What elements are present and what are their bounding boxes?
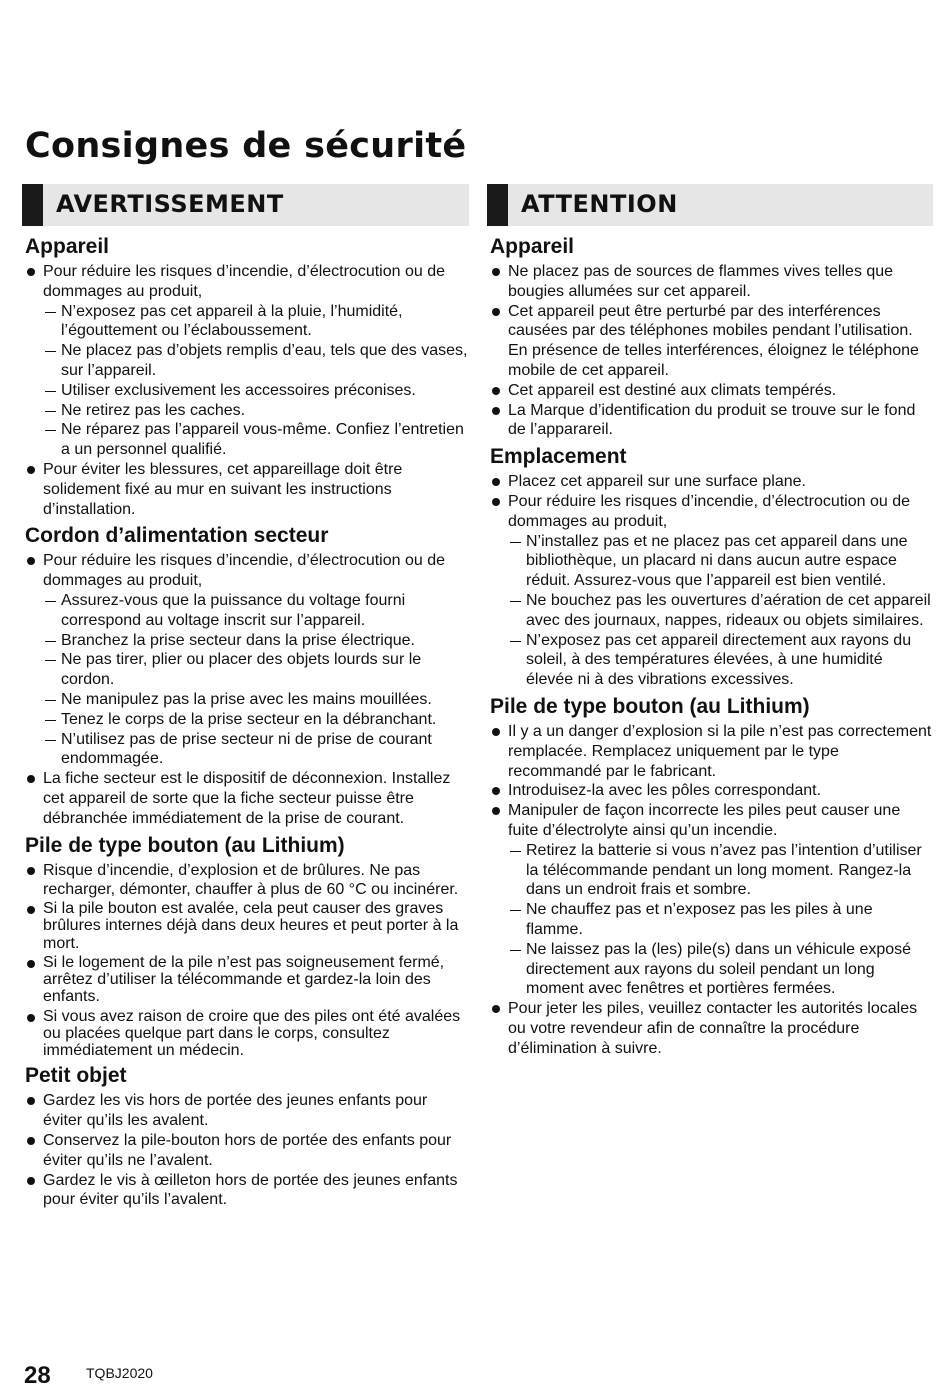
bullet-text: Gardez les vis hors de portée des jeunes enfants pour éviter qu’ils les avalent. <box>43 1092 428 1130</box>
banner-bar <box>22 184 43 226</box>
dash-item: Ne chauffez pas et n’exposez pas les piles à une flamme. <box>508 900 933 940</box>
bullet-text: Pour éviter les blessures, cet appareillage doit être solidement fixé au mur en suivant les instructions d’installation. <box>43 460 403 518</box>
warning-banner-label: AVERTISSEMENT <box>56 190 284 218</box>
dash-item: N’exposez pas cet appareil à la pluie, l’humidité, l’égouttement ou l’éclaboussement. <box>43 302 469 342</box>
dash-item: Ne manipulez pas la prise avec les mains mouillées. <box>43 690 469 710</box>
section <box>22 523 469 828</box>
dash-item: Ne retirez pas les caches. <box>43 401 469 421</box>
warning-column <box>22 184 469 1214</box>
bullet-text: Risque d’incendie, d’explosion et de brûlures. Ne pas recharger, démonter, chauffer à plus de 60 °C ou incinérer. <box>43 861 459 899</box>
dash-item: Ne placez pas d’objets remplis d’eau, tels que des vases, sur l’appareil. <box>43 341 469 381</box>
bullet-item <box>22 861 469 901</box>
bullet-list <box>22 861 469 1060</box>
section <box>22 833 469 1060</box>
section <box>487 444 933 690</box>
dash-item: Ne bouchez pas les ouvertures d’aération de cet appareil avec des journaux, nappes, rideaux ou objets similaires. <box>508 591 933 631</box>
bullet-text: Cet appareil est destiné aux climats tempérés. <box>508 381 837 399</box>
banner-bar <box>487 184 508 226</box>
section-heading: Petit objet <box>25 1064 127 1088</box>
section-heading: Appareil <box>25 235 110 258</box>
dash-list <box>508 532 933 690</box>
dash-item: Assurez-vous que la puissance du voltage fourni correspond au voltage inscrit sur l’appareil. <box>43 591 469 631</box>
dash-item: Utiliser exclusivement les accessoires préconises. <box>43 381 469 401</box>
dash-list <box>43 302 469 460</box>
section-heading: Appareil <box>490 235 575 258</box>
caution-banner-label: ATTENTION <box>521 190 678 218</box>
bullet-text: Conservez la pile-bouton hors de portée des enfants pour éviter qu’ils ne l’avalent. <box>43 1131 452 1169</box>
bullet-item <box>22 460 469 519</box>
section <box>487 694 933 1059</box>
caution-banner <box>487 184 933 226</box>
bullet-list <box>487 722 933 1059</box>
dash-item: Ne réparez pas l’appareil vous-même. Confiez l’entretien a un personnel qualifié. <box>43 420 469 460</box>
bullet-item <box>487 492 933 690</box>
page-number: 28 <box>24 1362 51 1389</box>
caution-column <box>487 184 933 1062</box>
bullet-item <box>487 801 933 999</box>
dash-item: Tenez le corps de la prise secteur en la débranchant. <box>43 710 469 730</box>
bullet-item <box>487 781 933 801</box>
dash-item: Branchez la prise secteur dans la prise électrique. <box>43 631 469 651</box>
bullet-list <box>22 1091 469 1210</box>
bullet-item <box>487 401 933 441</box>
section <box>22 234 469 519</box>
document-code: TQBJ2020 <box>86 1365 153 1381</box>
dash-item: N’exposez pas cet appareil directement aux rayons du soleil, à des températures élevées, à une humidité élevée ni à des vibrations excessives. <box>508 631 933 690</box>
bullet-list <box>22 262 469 519</box>
section-heading: Pile de type bouton (au Lithium) <box>25 833 345 857</box>
bullet-text: Si le logement de la pile n’est pas soigneusement fermé, arrêtez d’utiliser la télécommande et gardez-la loin des enfants. <box>43 953 445 1006</box>
dash-item: N’installez pas et ne placez pas cet appareil dans une bibliothèque, un placard ni dans aucun autre espace réduit. Assurez-vous que l’appareil est bien ventilé. <box>508 532 933 591</box>
bullet-text: La fiche secteur est le dispositif de déconnexion. Installez cet appareil de sorte que la fiche secteur puisse être débranchée immédiatement de la prise de courant. <box>43 770 451 827</box>
bullet-item <box>487 381 933 401</box>
bullet-text: Ne placez pas de sources de flammes vives telles que bougies allumées sur cet appareil. <box>508 263 894 300</box>
bullet-text: Cet appareil peut être perturbé par des interférences causées par des téléphones mobiles pendant l’utilisation. En présence de telles interférences, éloignez le téléphone mobile de cet appareil. <box>508 302 919 379</box>
dash-list <box>508 841 933 999</box>
dash-item: Retirez la batterie si vous n’avez pas l’intention d’utiliser la télécommande pendant un long moment. Rangez-la dans un endroit frais et sombre. <box>508 841 933 900</box>
bullet-item <box>22 900 469 952</box>
bullet-text: Pour réduire les risques d’incendie, d’électrocution ou de dommages au produit, <box>508 492 911 530</box>
bullet-text: Pour réduire les risques d’incendie, d’électrocution ou de dommages au produit, <box>43 263 446 300</box>
dash-item: Ne laissez pas la (les) pile(s) dans un véhicule exposé directement aux rayons du soleil pendant un long moment avec fenêtres et portières fermées. <box>508 940 933 999</box>
bullet-list <box>487 472 933 690</box>
bullet-item <box>22 262 469 460</box>
bullet-text: Introduisez-la avec les pôles correspondant. <box>508 782 822 800</box>
bullet-item <box>487 722 933 781</box>
caution-sections <box>487 234 933 1058</box>
bullet-item <box>22 769 469 828</box>
dash-list <box>43 591 469 769</box>
bullet-item <box>487 262 933 302</box>
bullet-item <box>487 472 933 492</box>
section-heading: Cordon d’alimentation secteur <box>25 524 329 548</box>
bullet-item <box>22 1091 469 1131</box>
section-heading: Pile de type bouton (au Lithium) <box>490 694 810 718</box>
warning-sections <box>22 234 469 1210</box>
bullet-list <box>487 262 933 440</box>
bullet-list <box>22 551 469 828</box>
bullet-text: Si vous avez raison de croire que des piles ont été avalées ou placées quelque part dans le corps, consultez immédiatement un médecin. <box>43 1007 461 1060</box>
section <box>22 1063 469 1210</box>
section <box>487 234 933 440</box>
bullet-text: Pour jeter les piles, veuillez contacter les autorités locales ou votre revendeur afin de connaître la procédure d’élimination à suivre. <box>508 1000 918 1057</box>
bullet-item <box>22 1008 469 1060</box>
bullet-item <box>22 551 469 769</box>
bullet-text: Manipuler de façon incorrecte les piles peut causer une fuite d’électrolyte ainsi qu’un incendie. <box>508 802 901 839</box>
warning-banner <box>22 184 469 226</box>
page-title: Consignes de sécurité <box>25 126 467 166</box>
bullet-text: Il y a un danger d’explosion si la pile n’est pas correctement remplacée. Remplacez uniquement par le type recommandé par le fabricant. <box>508 722 932 780</box>
bullet-text: Pour réduire les risques d’incendie, d’électrocution ou de dommages au produit, <box>43 552 446 590</box>
dash-item: N’utilisez pas de prise secteur ni de prise de courant endommagée. <box>43 730 469 770</box>
bullet-text: Si la pile bouton est avalée, cela peut causer des graves brûlures internes déjà dans deux heures et peut porter à la mort. <box>43 900 459 952</box>
bullet-text: Placez cet appareil sur une surface plane. <box>508 473 806 491</box>
section-heading: Emplacement <box>490 445 627 469</box>
bullet-text: Gardez le vis à œilleton hors de portée des jeunes enfants pour éviter qu’ils l’avalent. <box>43 1171 458 1209</box>
bullet-item <box>22 954 469 1006</box>
dash-item: Ne pas tirer, plier ou placer des objets lourds sur le cordon. <box>43 650 469 690</box>
bullet-item <box>22 1131 469 1171</box>
bullet-item <box>487 999 933 1058</box>
bullet-item <box>487 302 933 381</box>
bullet-item <box>22 1171 469 1211</box>
bullet-text: La Marque d’identification du produit se trouve sur le fond de l’apparareil. <box>508 401 916 439</box>
